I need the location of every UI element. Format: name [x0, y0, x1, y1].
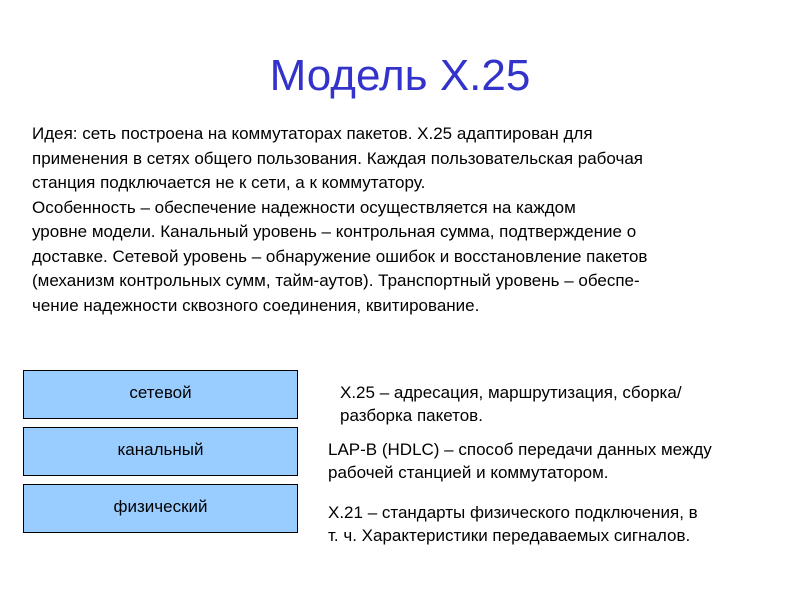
- layer-box-data-link: канальный: [23, 427, 298, 476]
- layer-box-network: сетевой: [23, 370, 298, 419]
- page-title: Модель Х.25: [269, 51, 531, 100]
- intro-line: чение надежности сквозного соединения, квитирование.: [32, 295, 480, 315]
- intro-line: (механизм контрольных сумм, тайм-аутов). Транспортный уровень – обеспе-: [32, 271, 640, 290]
- description-line: разборка пакетов.: [340, 406, 483, 425]
- intro-line: доставке. Сетевой уровень – обнаружение ошибок и восстановление пакетов: [32, 246, 648, 266]
- intro-line: применения в сетях общего пользования. Каждая пользовательская рабочая: [32, 148, 643, 168]
- intro-line: станция подключается не к сети, а к коммутатору.: [32, 173, 426, 192]
- description-line: Х.25 – адресация, маршрутизация, сборка/: [340, 383, 682, 402]
- intro-line: уровне модели. Канальный уровень – контрольная сумма, подтверждение о: [32, 222, 637, 241]
- description-line: Х.21 – стандарты физического подключения, в: [328, 503, 698, 522]
- intro-line: Особенность – обеспечение надежности осуществляется на каждом: [32, 197, 576, 217]
- description-line: рабочей станцией и коммутатором.: [328, 463, 609, 482]
- description-line: т. ч. Характеристики передаваемых сигналов.: [328, 526, 691, 545]
- layer-box-physical: физический: [23, 484, 298, 533]
- layer-description-network: [340, 381, 682, 427]
- intro-line: Идея: сеть построена на коммутаторах пакетов. Х.25 адаптирован для: [32, 124, 593, 143]
- layer-description-data-link: [328, 438, 712, 484]
- layer-description-physical: [328, 501, 698, 547]
- description-line: LAP-B (HDLC) – способ передачи данных между: [328, 440, 712, 459]
- intro-text: [32, 122, 772, 318]
